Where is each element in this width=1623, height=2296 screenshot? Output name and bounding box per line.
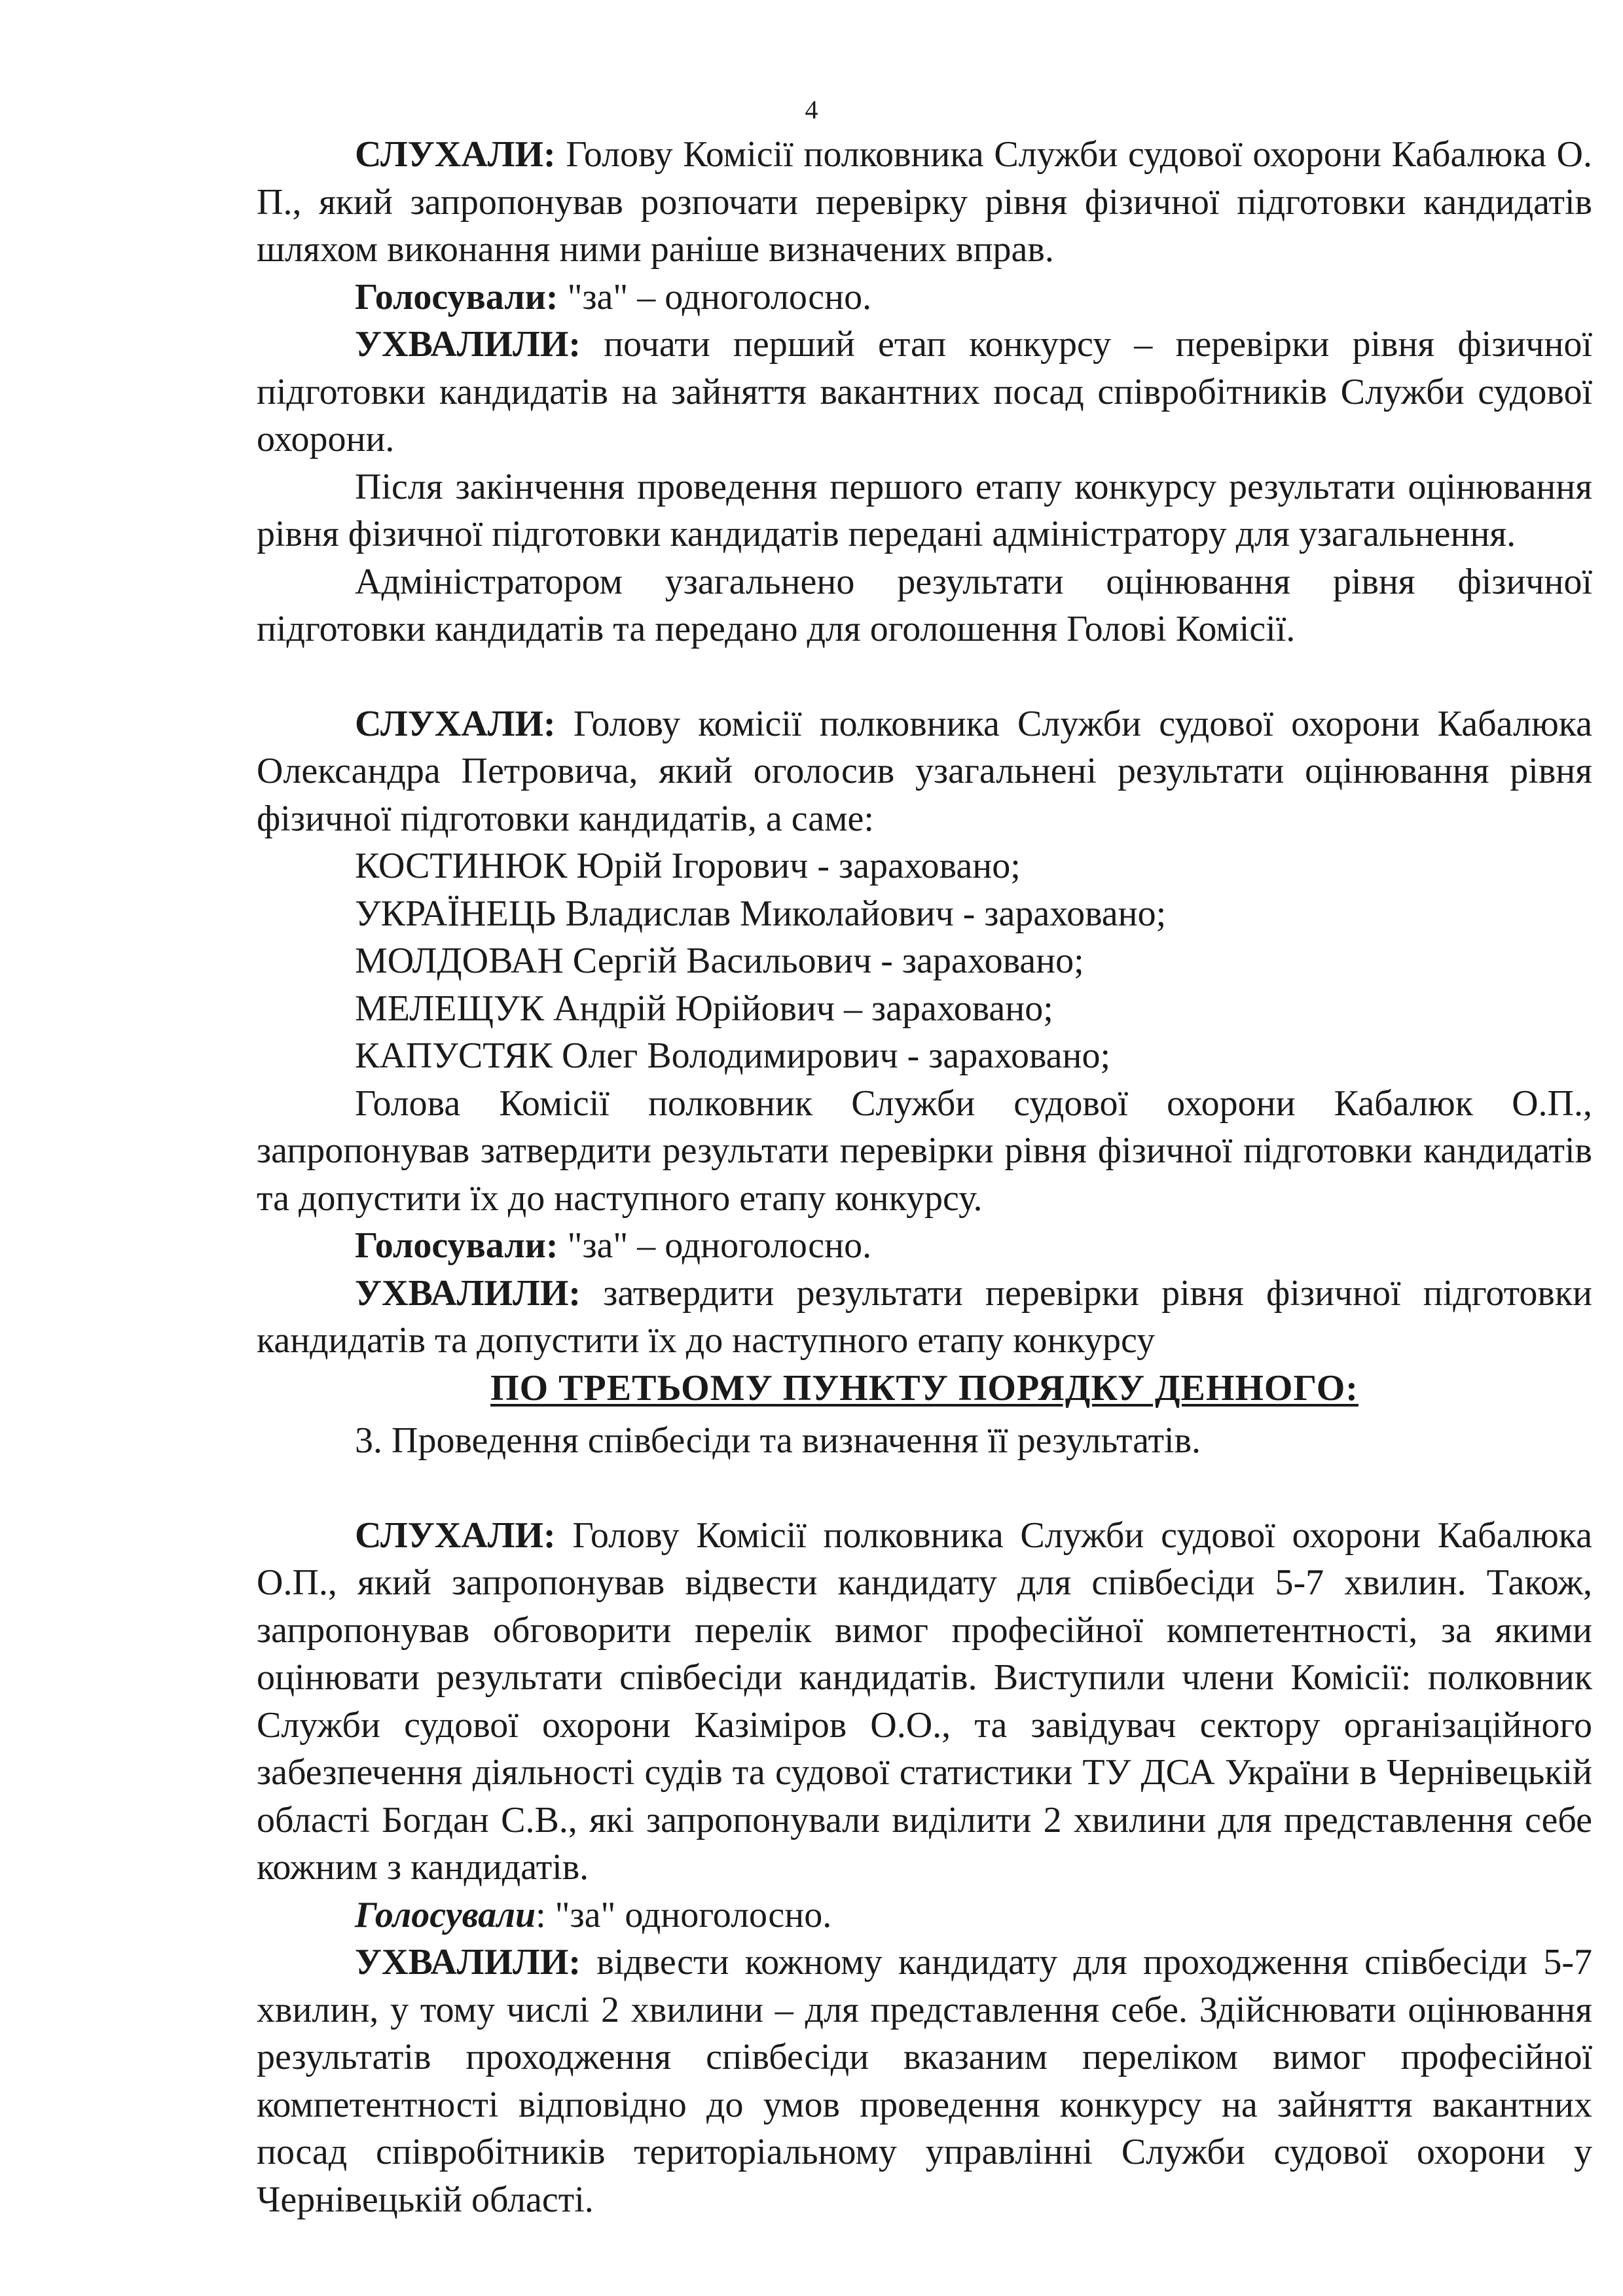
heard-paragraph-3 [257,1512,1592,1892]
spacer [257,653,1592,700]
voted-paragraph-3 [257,1892,1592,1939]
candidate-item: МЕЛЕЩУК Андрій Юрійович – зараховано; [355,988,1053,1029]
candidate-list [257,842,1592,1080]
resolved-label: УХВАЛИЛИ: [355,1272,581,1314]
proposal-paragraph: Голова Комісії полковник Служби судової охорони Кабалюк О.П., запропонував затвердити результати перевірки рівня фізичної підготовки кандидатів та допустити їх до наступного етапу конкурсу. [257,1083,1592,1219]
section-heading: ПО ТРЕТЬОМУ ПУНКТУ ПОРЯДКУ ДЕННОГО: [490,1367,1359,1408]
resolved-label: УХВАЛИЛИ: [355,1942,581,1982]
heard-paragraph-2 [257,700,1592,843]
voted-paragraph-1 [257,274,1592,321]
candidate-item: КАПУСТЯК Олег Володимирович - зараховано; [355,1035,1111,1076]
resolved-text: затвердити результати перевірки рівня фізичної підготовки кандидатів та допустити їх до наступного етапу конкурсу [257,1272,1592,1361]
page-number: 4 [805,95,818,124]
voted-label: Голосували: [355,276,558,317]
admin-summary-paragraph: Адміністратором узагальнено результати оцінювання рівня фізичної підготовки кандидатів та передано для оголошення Голові Комісії. [257,561,1592,649]
resolved-text: відвести кожному кандидату для проходження співбесіди 5-7 хвилин, у тому числі 2 хвилини – для представлення себе. Здійснювати оцінювання результатів проходження співбесіди вказаним переліком вимог професійної компетентності відповідно до умов проведення конкурсу на зайняття вакантних посад співробітників територіальному управлінні Служби судової охорони у Чернівецькій області. [257,1942,1592,2220]
results-transfer-paragraph: Після закінчення проведення першого етапу конкурсу результати оцінювання рівня фізичної підготовки кандидатів передані адміністратору для узагальнення. [257,466,1592,554]
heard-text: Голову Комісії полковника Служби судової охорони Кабалюка О. П., який запропонував розпочати перевірку рівня фізичної підготовки кандидатів шляхом виконання ними раніше визначених вправ. [257,134,1592,270]
heard-paragraph-1 [257,131,1592,274]
heard-text: Голову Комісії полковника Служби судової охорони Кабалюка О.П., який запропонував відвести кандидату для співбесіди 5-7 хвилин. Також, запропонував обговорити перелік вимог професійної компетентності, за якими оцінювати результати співбесіди кандидатів. Виступили члени Комісії: полковник Служби судової охорони Казіміров О.О., та завідувач сектору організаційного забезпечення діяльності судів та судової статистики ТУ ДСА України в Чернівецькій області Богдан С.В., які запропонували виділити 2 хвилини для представлення себе кожним з кандидатів. [257,1515,1592,1888]
heard-label: СЛУХАЛИ: [355,1515,556,1556]
resolved-label: УХВАЛИЛИ: [355,324,581,365]
voted-label: Голосували [355,1894,536,1935]
candidate-item: УКРАЇНЕЦЬ Владислав Миколайович - зараховано; [355,893,1167,934]
voted-text: "за" – одноголосно. [558,1225,872,1266]
heard-text: Голову комісії полковника Служби судової охорони Кабалюка Олександра Петровича, який оголосив узагальнені результати оцінювання рівня фізичної підготовки кандидатів, а саме: [257,703,1592,839]
voted-label: Голосували: [355,1225,558,1266]
resolved-paragraph-2 [257,1270,1592,1365]
resolved-text: почати перший етап конкурсу – перевірки рівня фізичної підготовки кандидатів на зайняття вакантних посад співробітників Служби судової охорони. [257,324,1592,459]
heard-label: СЛУХАЛИ: [355,703,556,744]
spacer [257,1465,1592,1512]
candidate-item: КОСТИНЮК Юрій Ігорович - зараховано; [355,846,1021,886]
heard-label: СЛУХАЛИ: [355,134,556,175]
resolved-paragraph-3 [257,1939,1592,2223]
voted-paragraph-2 [257,1222,1592,1270]
voted-text: "за" – одноголосно. [558,276,872,317]
resolved-paragraph-1 [257,321,1592,463]
voted-text: : "за" одноголосно. [536,1894,832,1935]
candidate-item: МОЛДОВАН Сергій Васильович - зараховано; [355,941,1084,981]
document-body [257,131,1592,2223]
agenda-item: 3. Проведення співбесіди та визначення її результатів. [355,1420,1201,1461]
